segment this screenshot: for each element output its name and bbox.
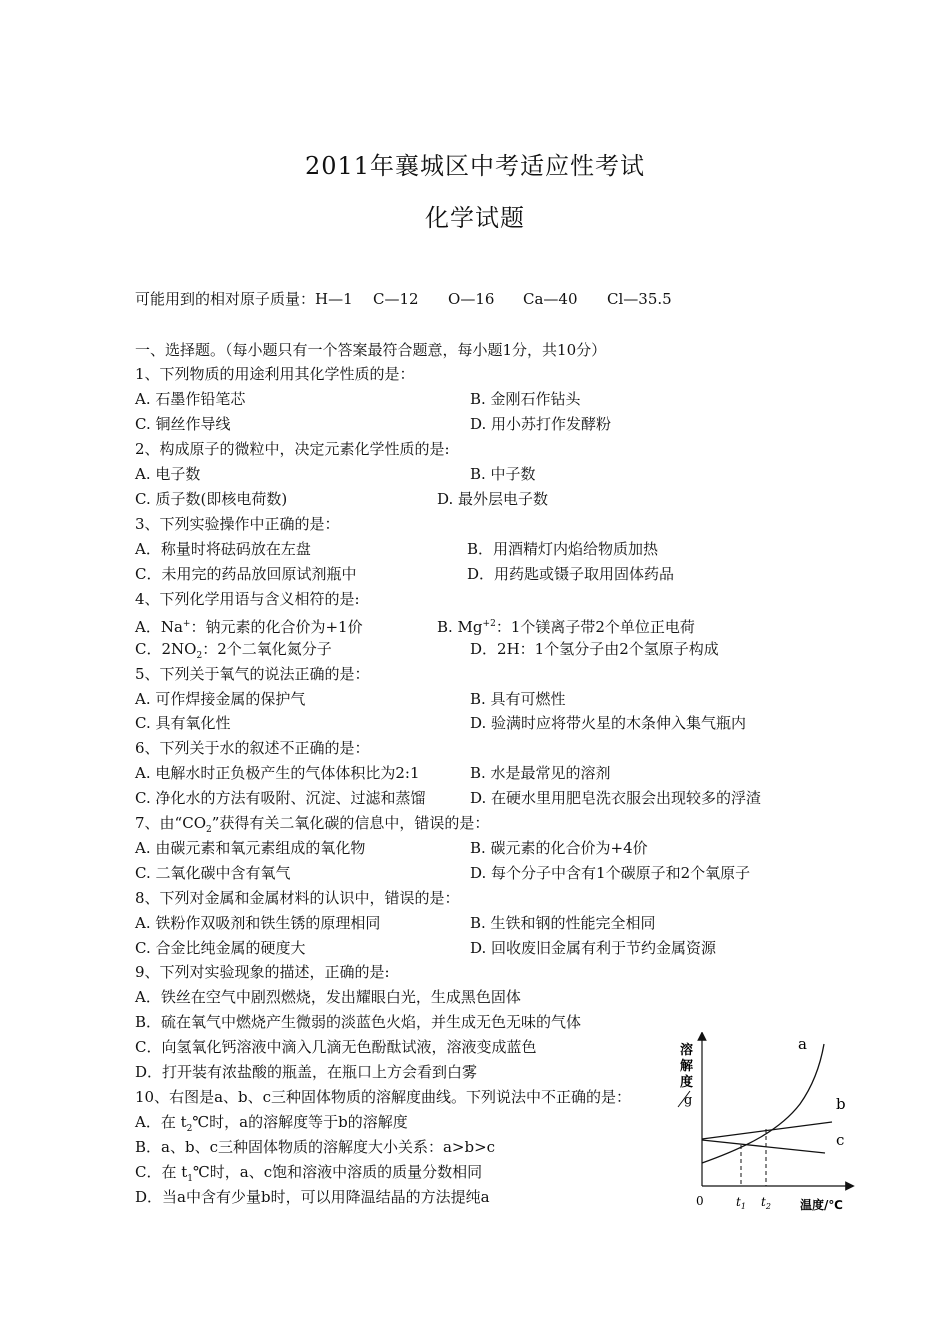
q7-option-a: A. 由碳元素和氧元素组成的氧化物 (135, 839, 366, 857)
q8-option-a: A. 铁粉作双吸剂和铁生锈的原理相同 (135, 914, 381, 932)
curve-b (702, 1122, 832, 1139)
atomic-mass-c: C—12 (373, 290, 419, 308)
q7-stem-subscript: 2 (206, 825, 212, 835)
q10-c-start: C．在 t (135, 1163, 188, 1181)
curve-b-label: b (836, 1095, 846, 1113)
question-5: 5、下列关于氧气的说法正确的是： (135, 665, 370, 683)
q4-b-symbol: B. Mg (437, 618, 483, 636)
q2-option-d: D. 最外层电子数 (437, 490, 549, 508)
q6-option-d: D. 在硬水里用肥皂洗衣服会出现较多的浮渣 (470, 789, 762, 807)
t1-letter: t (736, 1195, 741, 1209)
q10-option-d: D．当a中含有少量b时，可以用降温结晶的方法提纯a (135, 1188, 490, 1206)
page-subtitle: 化学试题 (425, 204, 525, 232)
q4-option-a (135, 614, 363, 637)
q8-option-b: B. 生铁和钢的性能完全相同 (470, 914, 656, 932)
q10-a-end: ℃时，a的溶解度等于b的溶解度 (192, 1113, 408, 1131)
q7-option-d: D. 每个分子中含有1个碳原子和2个氧原子 (470, 864, 751, 882)
solubility-curve-svg (672, 1032, 862, 1217)
q3-option-d: D．用药匙或镊子取用固体药品 (467, 565, 675, 583)
q4-c-subscript: 2 (196, 651, 203, 661)
q5-option-a: A. 可作焊接金属的保护气 (135, 690, 306, 708)
q9-option-b: B．硫在氧气中燃烧产生微弱的淡蓝色火焰，并生成无色无味的气体 (135, 1013, 582, 1031)
q2-option-b: B. 中子数 (470, 465, 536, 483)
atomic-mass-ca: Ca—40 (523, 290, 578, 308)
q7-option-b: B. 碳元素的化合价为+4价 (470, 839, 648, 857)
y-label-2: 解 (680, 1059, 694, 1074)
q3-option-b: B．用酒精灯内焰给物质加热 (467, 540, 659, 558)
atomic-mass-cl: Cl—35.5 (607, 290, 672, 308)
page-title: 2011年襄城区中考适应性考试 (304, 152, 646, 180)
q7-stem-start: 7、由“CO (135, 814, 206, 832)
question-9: 9、下列对实验现象的描述，正确的是: (135, 963, 390, 981)
question-2: 2、构成原子的微粒中，决定元素化学性质的是: (135, 440, 450, 458)
q3-option-a: A．称量时将砝码放在左盘 (135, 540, 311, 558)
t2-letter: t (761, 1195, 766, 1209)
q6-option-c: C. 净化水的方法有吸附、沉淀、过滤和蒸馏 (135, 789, 426, 807)
q5-option-d: D. 验满时应将带火星的木条伸入集气瓶内 (470, 714, 747, 732)
q4-a-superscript: + (182, 619, 191, 629)
q4-a-symbol: A．Na (135, 618, 183, 636)
y-unit: g (684, 1093, 693, 1108)
q4-option-d: D．2H：1个氢分子由2个氢原子构成 (470, 640, 719, 658)
curve-c (702, 1140, 825, 1153)
q9-option-c: C．向氢氧化钙溶液中滴入几滴无色酚酞试液，溶液变成蓝色 (135, 1038, 537, 1056)
q10-c-subscript: 1 (187, 1174, 194, 1184)
atomic-mass-h: H—1 (315, 290, 353, 308)
q10-option-c (135, 1162, 482, 1189)
curve-a (702, 1044, 824, 1163)
t1-subscript: 1 (740, 1202, 746, 1211)
question-1: 1、下列物质的用途利用其化学性质的是： (135, 365, 415, 383)
q4-c-formula: C．2NO (135, 640, 197, 658)
q2-option-a: A. 电子数 (135, 465, 201, 483)
t1-label (736, 1195, 746, 1211)
q6-option-a: A. 电解水时正负极产生的气体体积比为2:1 (135, 764, 420, 782)
y-label-1: 溶 (680, 1043, 694, 1058)
q3-option-c: C．未用完的药品放回原试剂瓶中 (135, 565, 357, 583)
q9-option-a: A．铁丝在空气中剧烈燃烧，发出耀眼白光，生成黑色固体 (135, 988, 521, 1006)
question-7 (135, 813, 489, 840)
q10-a-start: A．在 t (135, 1113, 187, 1131)
q4-option-c (135, 639, 332, 666)
solubility-curve-figure (672, 1032, 862, 1217)
curve-c-label: c (836, 1131, 845, 1149)
question-6: 6、下列关于水的叙述不正确的是： (135, 739, 370, 757)
q4-a-text: ：钠元素的化合价为+1价 (190, 618, 363, 636)
q7-option-c: C. 二氧化碳中含有氧气 (135, 864, 291, 882)
q2-option-c: C. 质子数(即核电荷数) (135, 490, 288, 508)
question-8: 8、下列对金属和金属材料的认识中，错误的是： (135, 889, 460, 907)
section-heading: 一、选择题。（每小题只有一个答案最符合题意，每小题1分，共10分） (135, 341, 607, 359)
q10-option-b: B．a、b、c三种固体物质的溶解度大小关系：a>b>c (135, 1138, 496, 1156)
q4-option-b (437, 614, 695, 637)
question-3: 3、下列实验操作中正确的是： (135, 515, 340, 533)
q8-option-c: C. 合金比纯金属的硬度大 (135, 939, 306, 957)
q5-option-c: C. 具有氧化性 (135, 714, 231, 732)
atomic-mass-o: O—16 (448, 290, 495, 308)
q6-option-b: B. 水是最常见的溶剂 (470, 764, 611, 782)
y-label-3: 度 (680, 1075, 694, 1090)
q1-option-b: B. 金刚石作钻头 (470, 390, 581, 408)
x-label: 温度/℃ (800, 1198, 843, 1212)
q4-b-text: ：1个镁离子带2个单位正电荷 (495, 618, 695, 636)
q10-c-end: ℃时，a、c饱和溶液中溶质的质量分数相同 (193, 1163, 483, 1181)
q1-option-a: A. 石墨作铅笔芯 (135, 390, 246, 408)
origin-label: 0 (696, 1194, 704, 1208)
question-4: 4、下列化学用语与含义相符的是: (135, 590, 360, 608)
q8-option-d: D. 回收废旧金属有利于节约金属资源 (470, 939, 717, 957)
q9-option-d: D．打开装有浓盐酸的瓶盖，在瓶口上方会看到白雾 (135, 1063, 478, 1081)
q5-option-b: B. 具有可燃性 (470, 690, 566, 708)
q1-option-d: D. 用小苏打作发酵粉 (470, 415, 612, 433)
q1-option-c: C. 铜丝作导线 (135, 415, 231, 433)
q10-a-subscript: 2 (186, 1124, 193, 1134)
atomic-mass-line (135, 289, 672, 309)
curve-a-label: a (798, 1035, 807, 1053)
question-10: 10、右图是a、b、c三种固体物质的溶解度曲线。下列说法中不正确的是： (135, 1088, 632, 1106)
q4-c-text: ：2个二氧化氮分子 (202, 640, 332, 658)
atomic-mass-label: 可能用到的相对原子质量： (135, 290, 316, 308)
t2-label (761, 1195, 771, 1211)
q10-option-a (135, 1112, 408, 1139)
t2-subscript: 2 (765, 1202, 771, 1211)
q4-b-superscript: +2 (482, 619, 496, 629)
q7-stem-end: ”获得有关二氧化碳的信息中，错误的是： (211, 814, 490, 832)
